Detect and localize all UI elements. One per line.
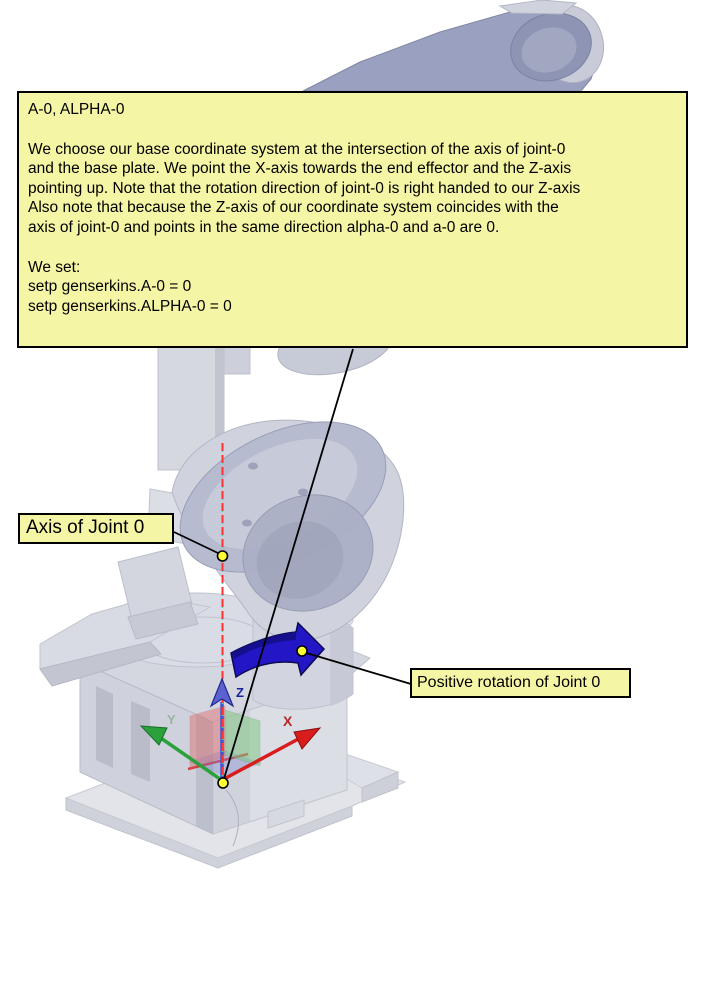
positive-rotation-callout: Positive rotation of Joint 0	[410, 668, 631, 698]
text-line: setp genserkins.ALPHA-0 = 0	[28, 297, 232, 315]
z-axis-label: Z	[236, 685, 244, 700]
robot-upper-arm	[303, 0, 612, 91]
text-line: setp genserkins.A-0 = 0	[28, 278, 192, 296]
origin-marker	[218, 778, 228, 788]
text-line: We choose our base coordinate system at the intersection of the axis of joint-0	[28, 140, 566, 158]
rotation-marker	[297, 646, 307, 656]
text-line: Also note that because the Z-axis of our coordinate system coincides with the	[28, 199, 559, 217]
note-set-commands	[28, 258, 677, 317]
axis-of-joint-callout: Axis of Joint 0	[18, 513, 174, 544]
note-title: A-0, ALPHA-0	[28, 101, 125, 118]
text-line: We set:	[28, 258, 81, 276]
y-axis-label: Y	[167, 712, 176, 727]
note-body	[28, 140, 677, 238]
joint-axis-marker	[218, 551, 228, 561]
note-box	[17, 91, 688, 348]
text-line: and the base plate. We point the X-axis towards the end effector and the Z-axis	[28, 160, 572, 178]
text-line: pointing up. Note that the rotation direction of joint-0 is right handed to our Z-axis	[28, 179, 581, 197]
text-line: axis of joint-0 and points in the same direction alpha-0 and a-0 are 0.	[28, 218, 500, 236]
xz-plane	[190, 706, 225, 768]
x-axis-label: X	[283, 713, 293, 729]
